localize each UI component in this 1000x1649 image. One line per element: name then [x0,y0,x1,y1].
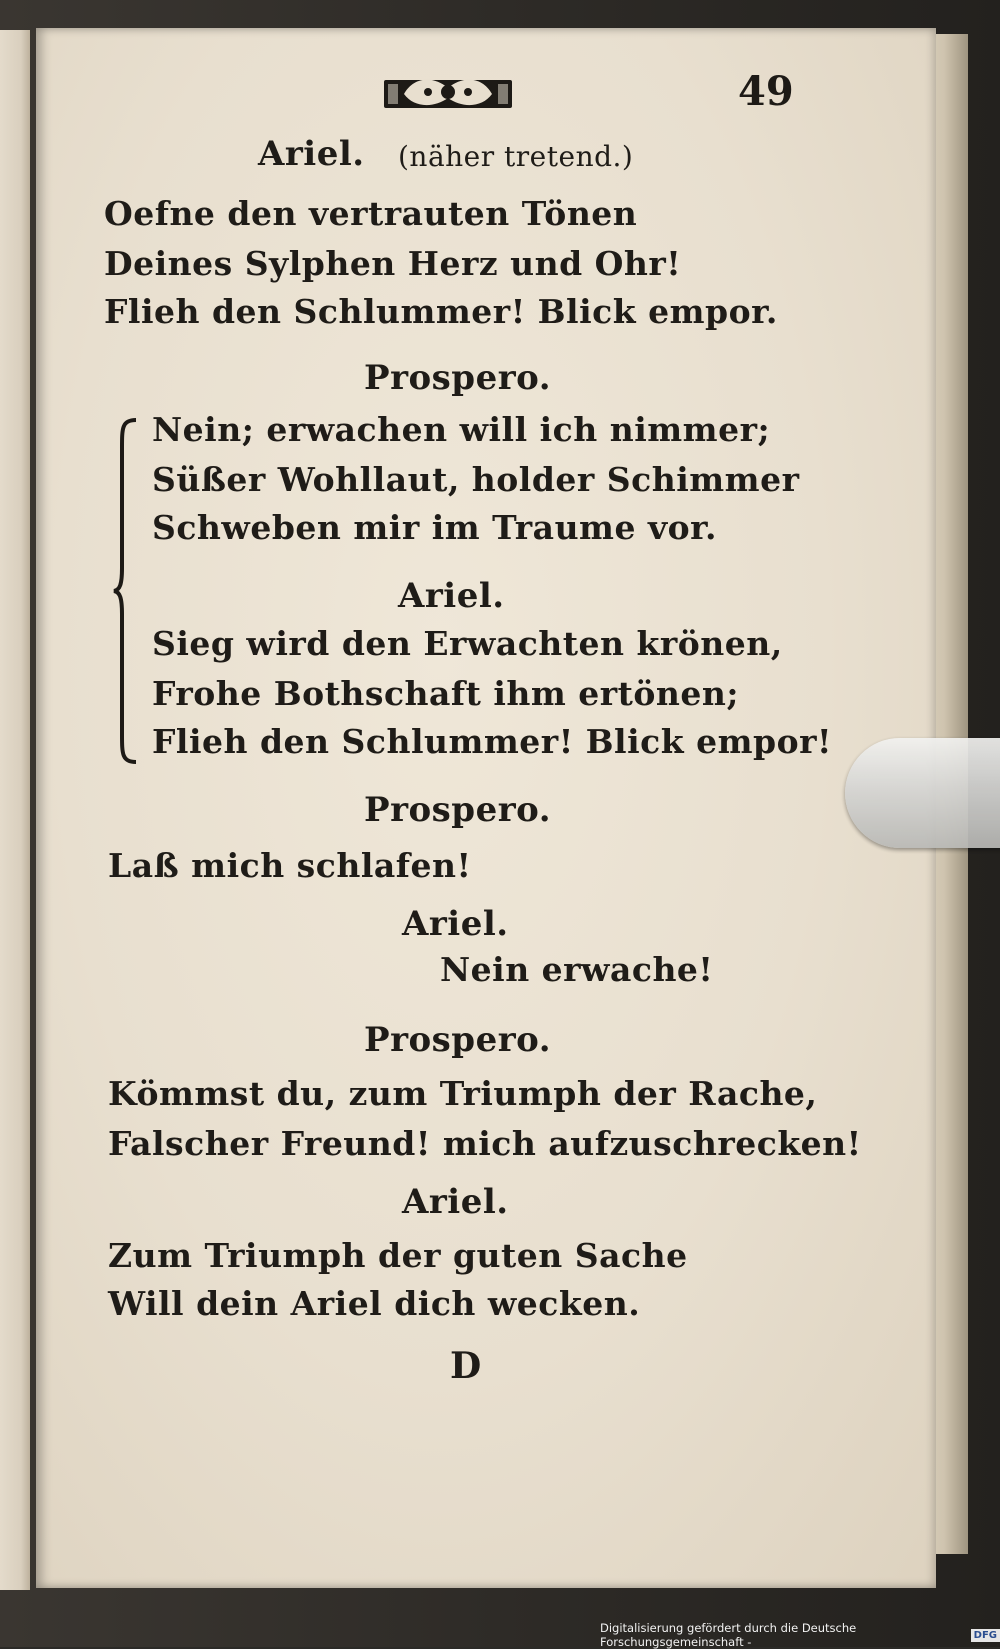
verse-line: Süßer Wohllaut, holder Schimmer [152,460,800,499]
speaker-heading: Prospero. [364,1020,552,1060]
verse-line: Will dein Ariel dich wecken. [108,1284,641,1323]
verse-line: Schweben mir im Traume vor. [152,508,717,547]
dfg-logo-icon: DFG [971,1629,1000,1642]
verse-line: Flieh den Schlummer! Blick empor! [152,722,832,761]
speaker-heading: Ariel. [258,134,365,174]
catchword: D [450,1345,482,1387]
verse-line: Deines Sylphen Herz und Ohr! [104,244,682,283]
footer-credit: Digitalisierung gefördert durch die Deutsche Forschungsgemeinschaft - [600,1621,857,1649]
digitization-footer [600,1621,1000,1649]
verse-line: Laß mich schlafen! [108,846,472,885]
verse-line: Nein; erwachen will ich nimmer; [152,410,771,449]
page-number: 49 [738,68,794,115]
verse-line: Sieg wird den Erwachten krönen, [152,624,783,663]
verse-line: Falscher Freund! mich aufzuschrecken! [108,1124,862,1163]
speaker-heading: Ariel. [402,1182,509,1222]
speaker-heading: Prospero. [364,790,552,830]
verse-line: Flieh den Schlummer! Blick empor. [104,292,778,331]
verse-line: Frohe Bothschaft ihm ertönen; [152,674,740,713]
verse-line: Nein erwache! [440,950,714,989]
speaker-heading: Ariel. [398,576,505,616]
speaker-heading: Ariel. [402,904,509,944]
stage-direction: (näher tretend.) [398,140,634,173]
duet-brace [112,418,138,764]
verse-line: Oefne den vertrauten Tönen [104,194,638,233]
facing-page-edge [0,30,30,1590]
verse-line: Kömmst du, zum Triumph der Rache, [108,1074,818,1113]
speaker-heading: Prospero. [364,358,552,398]
page-clip [845,738,1000,848]
decorative-vignette-icon [384,70,512,114]
verse-line: Zum Triumph der guten Sache [108,1236,688,1275]
